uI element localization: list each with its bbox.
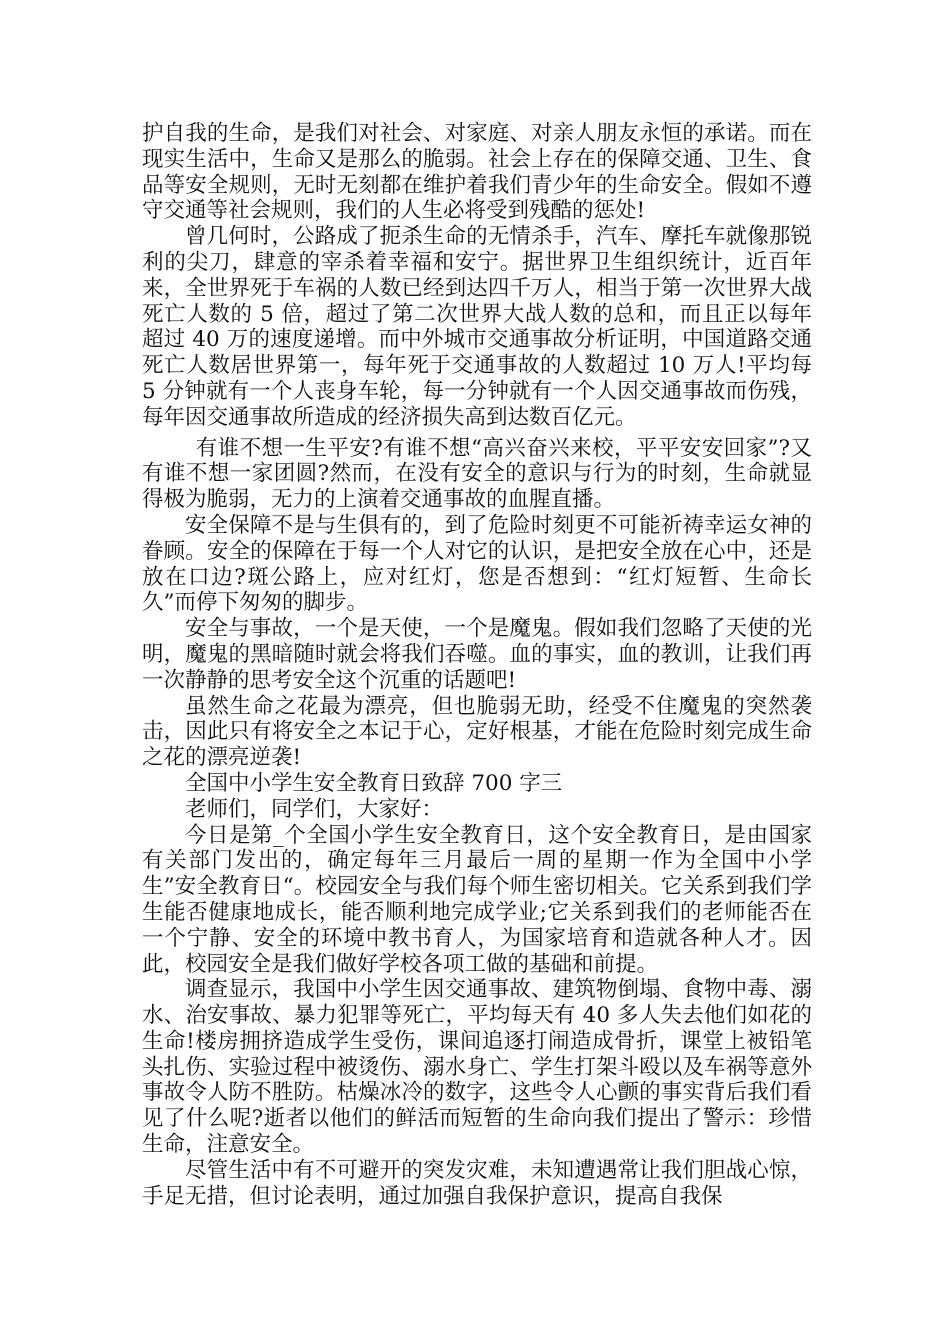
section-heading: 全国中小学生安全教育日致辞 700 字三	[185, 770, 563, 796]
paragraph-safety-wish: 有谁不想一生平安?有谁不想“高兴奋兴来校，平平安安回家”?又有谁不想一家团圆?然而，在没有安全的意识与行为的时刻，生命就显得极为脆弱，无力的上演着交通事故的血腥直播。	[142, 435, 812, 513]
paragraph-continuation: 护自我的生命，是我们对社会、对家庭、对亲人朋友永恒的承诺。而在现实生活中，生命又是那么的脆弱。社会上存在的保障交通、卫生、食品等安全规则，无时无刻都在维护着我们青少年的生命安全。假如不遵守交通等社会规则，我们的人生必将受到残酷的惩处!	[142, 121, 812, 224]
paragraph-self-protection: 尽管生活中有不可避开的突发灾难，未知遭遇常让我们胆战心惊，手足无措，但讨论表明，通过加强自我保护意识，提高自我保	[142, 1157, 812, 1209]
greeting: 老师们，同学们，大家好：	[185, 796, 444, 822]
paragraph-flower-of-life: 虽然生命之花最为漂亮，但也脆弱无助，经受不住魔鬼的突然袭击，因此只有将安全之本记于心，定好根基，才能在危险时刻完成生命之花的漂亮逆袭!	[142, 693, 812, 771]
paragraph-safety-guarantee: 安全保障不是与生俱有的，到了危险时刻更不可能祈祷幸运女神的眷顾。安全的保障在于每一个人对它的认识，是把安全放在心中，还是放在口边?斑公路上，应对红灯，您是否想到：“红灯短暂、生命长久”而停下匆匆的脚步。	[142, 512, 812, 616]
document-body	[142, 121, 812, 1209]
paragraph-education-day: 今日是第_个全国小学生安全教育日，这个安全教育日，是由国家有关部门发出的，确定每年三月最后一周的星期一作为全国中小学生”安全教育日“。校园安全与我们每个师生密切相关。它关系到我们学生能否健康地成长，能否顺利地完成学业;它关系到我们的老师能否在一个宁静、安全的环境中教书育人，为国家培育和造就各种人才。因此，校园安全是我们做好学校各项工做的基础和前提。	[142, 822, 812, 977]
paragraph-angel-devil: 安全与事故，一个是天使，一个是魔鬼。假如我们忽略了天使的光明，魔鬼的黑暗随时就会将我们吞噬。血的事实，血的教训，让我们再一次静静的思考安全这个沉重的话题吧!	[142, 616, 812, 693]
paragraph-traffic-statistics: 曾几何时，公路成了扼杀生命的无情杀手，汽车、摩托车就像那锐利的尖刀，肆意的宰杀着幸福和安宁。据世界卫生组织统计，近百年来，全世界死于车祸的人数已经到达四千万人，相当于第一次世界大战死亡人数的 5 倍，超过了第二次世界大战人数的总和，而且正以每年超过 40 万的速度递增。而中外城市交通事故分析证明，中国道路交通死亡人数居世界第一，每年死于交通事故的人数超过 10 万人!平均每 5 分钟就有一个人丧身车轮，每一分钟就有一个人因交通事故而伤残，每年因交通事故所造成的经济损失高到达数百亿元。	[142, 224, 812, 430]
paragraph-survey: 调查显示，我国中小学生因交通事故、建筑物倒塌、食物中毒、溺水、治安事故、暴力犯罪等死亡，平均每天有 40 多人失去他们如花的生命!楼房拥挤造成学生受伤，课间追逐打闹造成骨折，课堂上被铅笔头扎伤、实验过程中被烫伤、溺水身亡、学生打架斗殴以及车祸等意外事故令人防不胜防。枯燥冰冷的数字，这些令人心颤的事实背后我们看见了什么呢?逝者以他们的鲜活而短暂的生命向我们提出了警示：珍惜生命，注意安全。	[142, 977, 812, 1158]
